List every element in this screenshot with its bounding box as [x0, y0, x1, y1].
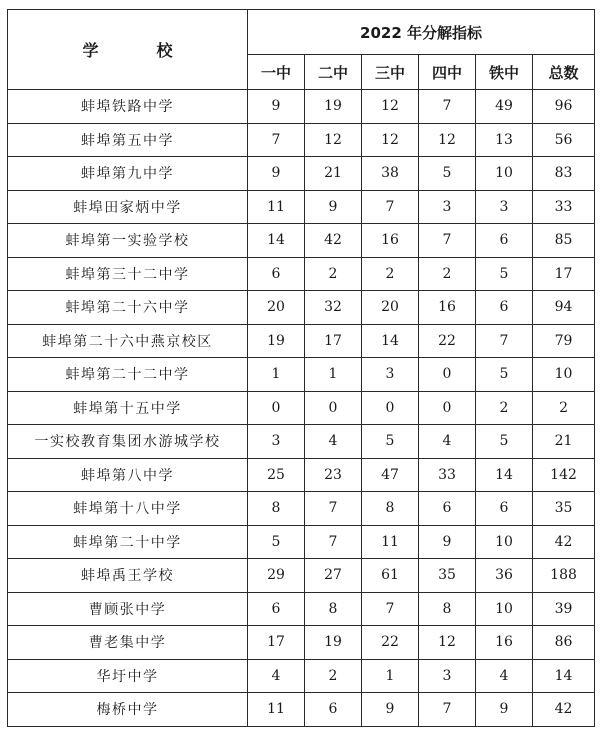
- value-cell-total: 10: [533, 358, 595, 392]
- value-cell-erzhong: 2: [305, 257, 362, 291]
- value-cell-sanzhong: 1: [362, 659, 419, 693]
- value-cell-sanzhong: 11: [362, 525, 419, 559]
- table-row: [8, 90, 595, 124]
- value-cell-sizhong: 16: [419, 291, 476, 325]
- value-cell-erzhong: 7: [305, 492, 362, 526]
- value-cell-tiezhong: 9: [476, 693, 533, 727]
- school-name-cell: 蚌埠第三十二中学: [8, 257, 248, 291]
- value-cell-sizhong: 12: [419, 626, 476, 660]
- value-cell-tiezhong: 6: [476, 291, 533, 325]
- value-cell-sizhong: 9: [419, 525, 476, 559]
- table-row: [8, 492, 595, 526]
- value-cell-yizhong: 17: [248, 626, 305, 660]
- school-name-cell: 一实校教育集团水游城学校: [8, 425, 248, 459]
- header-row-1: [8, 10, 595, 55]
- table-row: [8, 190, 595, 224]
- school-name-cell: 蚌埠铁路中学: [8, 90, 248, 124]
- table-row: [8, 458, 595, 492]
- table-row: [8, 659, 595, 693]
- value-cell-sanzhong: 12: [362, 123, 419, 157]
- value-cell-total: 39: [533, 592, 595, 626]
- school-name-cell: 蚌埠第十五中学: [8, 391, 248, 425]
- table-row: [8, 157, 595, 191]
- value-cell-sizhong: 5: [419, 157, 476, 191]
- value-cell-sanzhong: 7: [362, 190, 419, 224]
- value-cell-yizhong: 4: [248, 659, 305, 693]
- value-cell-total: 35: [533, 492, 595, 526]
- table-row: [8, 693, 595, 727]
- school-name-cell: 蚌埠第二十二中学: [8, 358, 248, 392]
- school-name-cell: 蚌埠第五中学: [8, 123, 248, 157]
- school-name-cell: 蚌埠第二十六中学: [8, 291, 248, 325]
- column-header-total: 总数: [533, 55, 595, 90]
- value-cell-total: 42: [533, 525, 595, 559]
- value-cell-erzhong: 27: [305, 559, 362, 593]
- value-cell-erzhong: 21: [305, 157, 362, 191]
- value-cell-yizhong: 9: [248, 90, 305, 124]
- value-cell-sanzhong: 0: [362, 391, 419, 425]
- value-cell-erzhong: 6: [305, 693, 362, 727]
- value-cell-tiezhong: 3: [476, 190, 533, 224]
- value-cell-total: 42: [533, 693, 595, 727]
- column-header-sizhong: 四中: [419, 55, 476, 90]
- value-cell-sizhong: 4: [419, 425, 476, 459]
- value-cell-total: 21: [533, 425, 595, 459]
- value-cell-erzhong: 9: [305, 190, 362, 224]
- value-cell-erzhong: 42: [305, 224, 362, 258]
- table-row: [8, 525, 595, 559]
- table-row: [8, 559, 595, 593]
- school-name-cell: 蚌埠田家炳中学: [8, 190, 248, 224]
- value-cell-sizhong: 7: [419, 90, 476, 124]
- value-cell-erzhong: 23: [305, 458, 362, 492]
- table-row: [8, 592, 595, 626]
- value-cell-erzhong: 1: [305, 358, 362, 392]
- value-cell-yizhong: 0: [248, 391, 305, 425]
- table-row: [8, 123, 595, 157]
- column-header-tiezhong: 铁中: [476, 55, 533, 90]
- value-cell-erzhong: 19: [305, 626, 362, 660]
- school-header-char-1: 学: [82, 41, 99, 60]
- group-title: 2022 年分解指标: [248, 10, 595, 55]
- value-cell-yizhong: 11: [248, 693, 305, 727]
- value-cell-tiezhong: 36: [476, 559, 533, 593]
- value-cell-erzhong: 4: [305, 425, 362, 459]
- value-cell-yizhong: 11: [248, 190, 305, 224]
- value-cell-tiezhong: 7: [476, 324, 533, 358]
- school-name-cell: 蚌埠第九中学: [8, 157, 248, 191]
- quota-table-container: [7, 9, 594, 727]
- table-row: [8, 224, 595, 258]
- school-name-cell: 蚌埠第二十六中燕京校区: [8, 324, 248, 358]
- value-cell-total: 2: [533, 391, 595, 425]
- value-cell-tiezhong: 5: [476, 257, 533, 291]
- value-cell-sizhong: 0: [419, 391, 476, 425]
- value-cell-sanzhong: 20: [362, 291, 419, 325]
- quota-table: [7, 9, 595, 727]
- value-cell-sanzhong: 2: [362, 257, 419, 291]
- column-header-sanzhong: 三中: [362, 55, 419, 90]
- value-cell-total: 188: [533, 559, 595, 593]
- value-cell-total: 86: [533, 626, 595, 660]
- value-cell-yizhong: 3: [248, 425, 305, 459]
- value-cell-tiezhong: 13: [476, 123, 533, 157]
- value-cell-sanzhong: 8: [362, 492, 419, 526]
- value-cell-tiezhong: 16: [476, 626, 533, 660]
- value-cell-sanzhong: 12: [362, 90, 419, 124]
- value-cell-tiezhong: 10: [476, 525, 533, 559]
- value-cell-sizhong: 33: [419, 458, 476, 492]
- value-cell-yizhong: 8: [248, 492, 305, 526]
- value-cell-tiezhong: 2: [476, 391, 533, 425]
- value-cell-total: 79: [533, 324, 595, 358]
- value-cell-yizhong: 9: [248, 157, 305, 191]
- value-cell-sizhong: 2: [419, 257, 476, 291]
- value-cell-erzhong: 32: [305, 291, 362, 325]
- value-cell-sizhong: 3: [419, 190, 476, 224]
- value-cell-sanzhong: 9: [362, 693, 419, 727]
- value-cell-erzhong: 19: [305, 90, 362, 124]
- column-header-erzhong: 二中: [305, 55, 362, 90]
- value-cell-sizhong: 6: [419, 492, 476, 526]
- school-name-cell: 蚌埠禹王学校: [8, 559, 248, 593]
- value-cell-tiezhong: 6: [476, 224, 533, 258]
- value-cell-total: 17: [533, 257, 595, 291]
- value-cell-total: 83: [533, 157, 595, 191]
- school-name-cell: 蚌埠第十八中学: [8, 492, 248, 526]
- value-cell-yizhong: 6: [248, 257, 305, 291]
- value-cell-sanzhong: 22: [362, 626, 419, 660]
- table-row: [8, 425, 595, 459]
- value-cell-sanzhong: 16: [362, 224, 419, 258]
- table-row: [8, 324, 595, 358]
- value-cell-sanzhong: 3: [362, 358, 419, 392]
- value-cell-sanzhong: 61: [362, 559, 419, 593]
- school-name-cell: 曹老集中学: [8, 626, 248, 660]
- table-row: [8, 291, 595, 325]
- value-cell-yizhong: 7: [248, 123, 305, 157]
- value-cell-tiezhong: 5: [476, 358, 533, 392]
- value-cell-total: 142: [533, 458, 595, 492]
- table-body: [8, 90, 595, 727]
- school-name-cell: 华圩中学: [8, 659, 248, 693]
- table-row: [8, 626, 595, 660]
- table-row: [8, 391, 595, 425]
- table-row: [8, 358, 595, 392]
- value-cell-sizhong: 7: [419, 224, 476, 258]
- value-cell-yizhong: 6: [248, 592, 305, 626]
- value-cell-sizhong: 0: [419, 358, 476, 392]
- school-name-cell: 曹顾张中学: [8, 592, 248, 626]
- value-cell-tiezhong: 14: [476, 458, 533, 492]
- value-cell-yizhong: 14: [248, 224, 305, 258]
- value-cell-total: 94: [533, 291, 595, 325]
- value-cell-yizhong: 29: [248, 559, 305, 593]
- value-cell-erzhong: 0: [305, 391, 362, 425]
- value-cell-yizhong: 20: [248, 291, 305, 325]
- value-cell-tiezhong: 5: [476, 425, 533, 459]
- value-cell-total: 85: [533, 224, 595, 258]
- value-cell-erzhong: 2: [305, 659, 362, 693]
- value-cell-sanzhong: 47: [362, 458, 419, 492]
- value-cell-erzhong: 7: [305, 525, 362, 559]
- school-name-cell: 梅桥中学: [8, 693, 248, 727]
- value-cell-sizhong: 12: [419, 123, 476, 157]
- school-name-cell: 蚌埠第一实验学校: [8, 224, 248, 258]
- value-cell-yizhong: 19: [248, 324, 305, 358]
- school-name-cell: 蚌埠第八中学: [8, 458, 248, 492]
- value-cell-sizhong: 35: [419, 559, 476, 593]
- value-cell-erzhong: 8: [305, 592, 362, 626]
- value-cell-sizhong: 3: [419, 659, 476, 693]
- value-cell-erzhong: 12: [305, 123, 362, 157]
- value-cell-yizhong: 1: [248, 358, 305, 392]
- value-cell-sanzhong: 14: [362, 324, 419, 358]
- school-column-header: [8, 10, 248, 90]
- value-cell-yizhong: 25: [248, 458, 305, 492]
- value-cell-total: 33: [533, 190, 595, 224]
- value-cell-tiezhong: 10: [476, 592, 533, 626]
- table-row: [8, 257, 595, 291]
- value-cell-sanzhong: 5: [362, 425, 419, 459]
- school-header-char-2: 校: [156, 41, 173, 60]
- value-cell-tiezhong: 49: [476, 90, 533, 124]
- value-cell-sizhong: 22: [419, 324, 476, 358]
- value-cell-total: 14: [533, 659, 595, 693]
- value-cell-tiezhong: 4: [476, 659, 533, 693]
- value-cell-tiezhong: 6: [476, 492, 533, 526]
- column-header-yizhong: 一中: [248, 55, 305, 90]
- school-name-cell: 蚌埠第二十中学: [8, 525, 248, 559]
- value-cell-sizhong: 7: [419, 693, 476, 727]
- value-cell-total: 56: [533, 123, 595, 157]
- value-cell-sanzhong: 38: [362, 157, 419, 191]
- value-cell-sanzhong: 7: [362, 592, 419, 626]
- value-cell-yizhong: 5: [248, 525, 305, 559]
- value-cell-tiezhong: 10: [476, 157, 533, 191]
- value-cell-erzhong: 17: [305, 324, 362, 358]
- value-cell-total: 96: [533, 90, 595, 124]
- value-cell-sizhong: 8: [419, 592, 476, 626]
